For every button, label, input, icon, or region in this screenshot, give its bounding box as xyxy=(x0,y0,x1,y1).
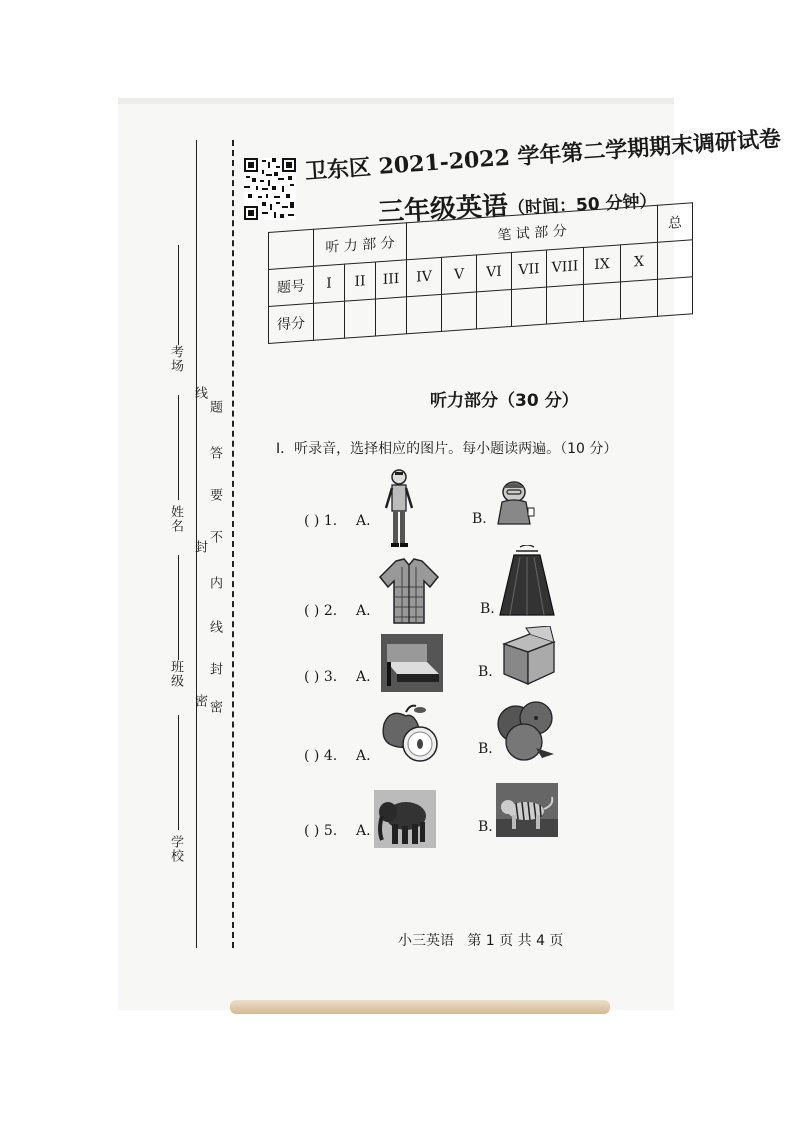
footer-subject: 小三英语 xyxy=(398,933,454,949)
exam-title: 卫东区 2021-2022 学年第二学期期末调研试卷 xyxy=(304,125,782,185)
score-cell[interactable] xyxy=(512,287,547,326)
section-instruction: I．听录音，选择相应的图片。每小题读两遍。（10 分） xyxy=(276,441,618,457)
option-b-label: B. xyxy=(480,601,495,617)
score-cell[interactable] xyxy=(345,299,376,338)
question-number-cell: III xyxy=(376,260,407,299)
desk-edge xyxy=(230,1000,610,1014)
skirt-icon[interactable] xyxy=(496,545,558,617)
seal-char: 线 xyxy=(207,620,222,634)
seal-char: 内 xyxy=(207,576,222,590)
bed-icon[interactable] xyxy=(381,634,443,692)
option-b-label: B. xyxy=(478,819,493,835)
footer-page-number: 第 1 页 共 4 页 xyxy=(467,933,564,949)
qr-code-icon xyxy=(244,158,296,220)
name-label: 姓名 xyxy=(168,505,183,533)
exam-room-blank xyxy=(178,245,179,345)
school-label: 学校 xyxy=(168,835,183,863)
shirt-icon[interactable] xyxy=(378,557,440,625)
page-footer xyxy=(398,930,563,950)
question-number-cell: II xyxy=(345,262,376,301)
listening-header: 听 力 部 分 xyxy=(314,223,407,267)
orange-icon[interactable] xyxy=(496,698,558,762)
seal-char: 答 xyxy=(207,446,222,460)
total-score-cell[interactable] xyxy=(658,277,693,316)
score-cell[interactable] xyxy=(376,297,407,336)
class-blank xyxy=(178,555,179,660)
total-header: 总 xyxy=(658,203,693,242)
question-number[interactable]: ( ) 2. xyxy=(304,603,338,619)
seal-char: 线 xyxy=(192,386,207,400)
question-number-cell: VII xyxy=(512,250,547,289)
question-number[interactable]: ( ) 1. xyxy=(304,513,338,529)
seal-char: 封 xyxy=(192,540,207,554)
seal-char: 题 xyxy=(207,400,222,414)
seal-char: 密 xyxy=(207,700,222,714)
score-cell[interactable] xyxy=(407,294,442,333)
option-a-label: A. xyxy=(356,748,371,764)
seal-char: 要 xyxy=(207,488,222,502)
time-note: （时间：50 分钟） xyxy=(507,191,658,220)
section-title: 听力部分（30 分） xyxy=(430,391,579,411)
class-label: 班级 xyxy=(168,660,183,688)
question-number-cell: IV xyxy=(407,257,442,296)
school-blank xyxy=(178,715,179,830)
option-a-label: A. xyxy=(356,603,371,619)
option-b-label: B. xyxy=(478,664,493,680)
question-number-cell: V xyxy=(442,255,477,294)
seal-char: 封 xyxy=(207,662,222,676)
question-number-cell: I xyxy=(314,264,345,303)
score-cell[interactable] xyxy=(314,301,345,340)
score-cell[interactable] xyxy=(621,279,658,319)
apple-icon[interactable] xyxy=(376,702,442,764)
margin-dashed-line xyxy=(232,140,234,948)
question-number[interactable]: ( ) 4. xyxy=(304,748,338,764)
question-number[interactable]: ( ) 3. xyxy=(304,669,338,685)
option-a-label: A. xyxy=(356,513,371,529)
paper-top-shadow xyxy=(118,98,674,104)
score-cell[interactable] xyxy=(442,292,477,331)
grandpa-icon[interactable] xyxy=(488,478,540,526)
elephant-icon[interactable] xyxy=(374,790,436,848)
score-cell[interactable] xyxy=(477,289,512,328)
row-label-scores: 得分 xyxy=(269,303,314,343)
tiger-icon[interactable] xyxy=(496,783,558,837)
row-label-numbers: 题号 xyxy=(269,266,314,306)
option-b-label: B. xyxy=(472,511,487,527)
score-cell[interactable] xyxy=(547,284,584,324)
box-icon[interactable] xyxy=(500,626,558,686)
question-number-cell: VIII xyxy=(547,247,584,287)
question-number-cell: VI xyxy=(477,252,512,291)
man-icon[interactable] xyxy=(382,468,416,550)
subject-grade: 三年级英语 xyxy=(377,191,509,228)
name-blank xyxy=(178,395,179,500)
option-a-label: A. xyxy=(356,669,371,685)
question-number-cell: IX xyxy=(584,245,621,285)
corner-cell xyxy=(269,229,314,269)
question-number-cell: X xyxy=(621,242,658,282)
exam-room-label: 考场 xyxy=(168,345,183,373)
written-header: 笔 试 部 分 xyxy=(407,205,658,260)
total-number-cell xyxy=(658,240,693,279)
seal-char: 不 xyxy=(207,530,222,544)
seal-char: 密 xyxy=(192,694,207,708)
question-number[interactable]: ( ) 5. xyxy=(304,823,338,839)
option-b-label: B. xyxy=(478,741,493,757)
score-cell[interactable] xyxy=(584,282,621,322)
option-a-label: A. xyxy=(356,823,371,839)
